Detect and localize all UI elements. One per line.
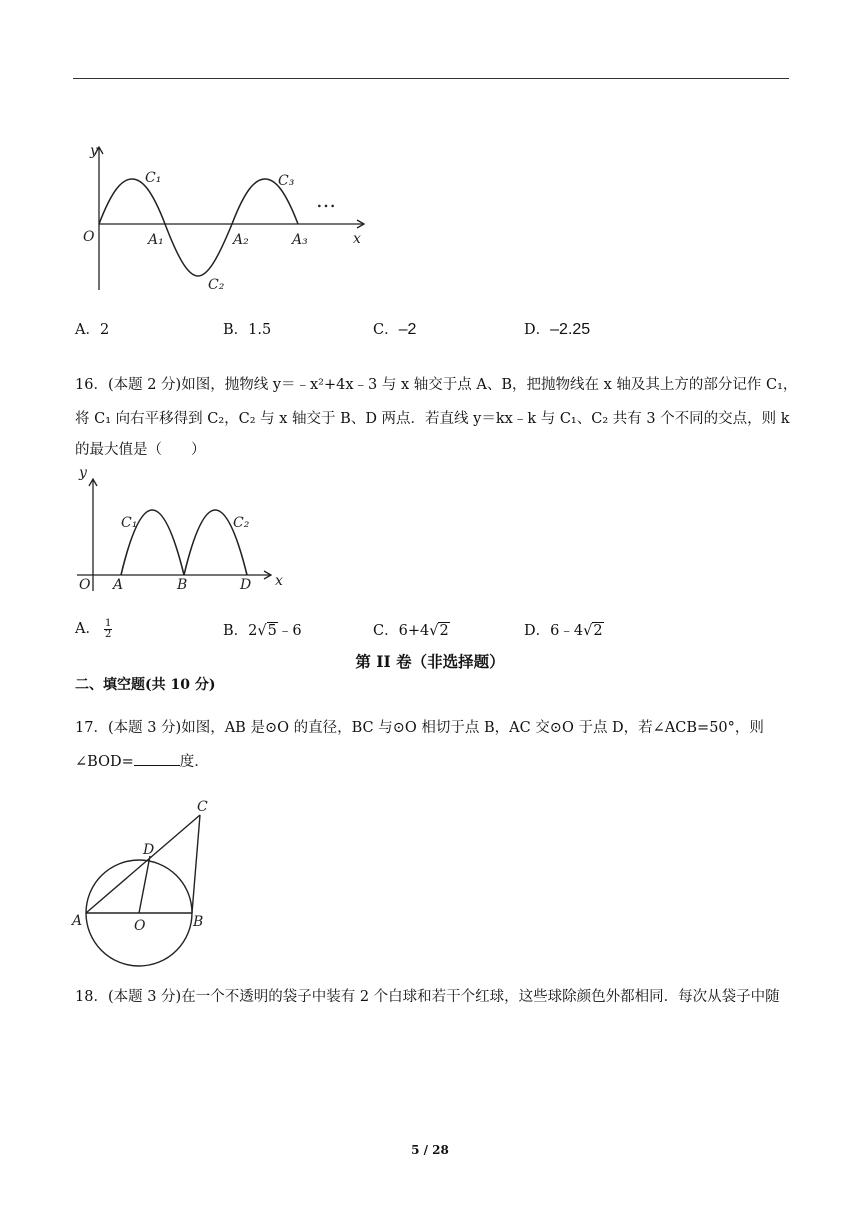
y-axis-label: y: [90, 143, 98, 159]
sqrt-radicand: 2: [593, 623, 603, 639]
circle-tangent-figure: [70, 795, 215, 975]
header-rule: [73, 78, 789, 79]
origin-label: O: [83, 229, 95, 245]
fraction-denominator: 2: [104, 628, 112, 640]
q18-line-1: 18．(本题 3 分)在一个不透明的袋子中装有 2 个白球和若干个红球，这些球除颜色外都相同．每次从袋子中随: [75, 989, 780, 1005]
c2-label: C₂: [208, 277, 225, 293]
a2-label: A₂: [233, 232, 249, 248]
q15-option-d: [524, 318, 590, 339]
fraction: [104, 619, 112, 640]
section-heading: 二、填空题(共 10 分): [75, 677, 216, 693]
point-c-label: C: [197, 799, 208, 815]
y-axis-label: y: [79, 465, 87, 481]
q16-option-c-label: C．6+4: [373, 623, 430, 639]
q16-option-c: [373, 619, 450, 640]
q16-line-1: 16．(本题 2 分)如图，抛物线 y＝﹣x²+4x﹣3 与 x 轴交于点 A、B，把抛物线在 x 轴及其上方的部分记作 C₁，: [75, 377, 798, 393]
c3-label: C₃: [278, 173, 295, 189]
q15-option-d-label: D．: [524, 322, 551, 338]
part-title: 第 II 卷（非选择题）: [355, 652, 505, 671]
q15-option-c-label: C．: [373, 322, 399, 338]
c1-label: C₁: [145, 170, 162, 186]
c1-label: C₁: [121, 515, 138, 531]
ellipsis-label: …: [316, 188, 336, 212]
point-a-label: A: [72, 913, 83, 929]
point-d-label: D: [143, 842, 155, 858]
q15-option-b: B．1.5: [223, 322, 272, 338]
point-b-label: B: [193, 914, 204, 930]
q15-option-a: A．2: [75, 322, 110, 338]
fraction-numerator: 1: [104, 617, 112, 629]
point-o-label: O: [134, 918, 146, 934]
point-d-label: D: [240, 577, 252, 593]
q16-option-b: [223, 619, 302, 640]
q17-line-2: [75, 751, 209, 772]
sqrt-symbol: √2: [583, 623, 603, 639]
q17-unit-label: 度．: [179, 754, 209, 770]
q16-option-b-tail: ﹣6: [277, 623, 302, 639]
q16-option-a-label: A．: [75, 621, 100, 637]
q16-line-3: 的最大值是（ ）: [75, 442, 206, 458]
sqrt-radicand: 2: [439, 623, 449, 639]
sqrt-symbol: √2: [429, 623, 449, 639]
q15-option-d-value: –2.25: [550, 321, 591, 338]
q15-option-c-value: –2: [398, 321, 417, 338]
point-b-label: B: [177, 577, 188, 593]
sqrt-symbol: √5: [257, 623, 277, 639]
page-number: 5 / 28: [411, 1143, 449, 1157]
q15-option-c: [373, 318, 416, 339]
sine-wave-figure: [72, 135, 372, 295]
x-axis-label: x: [353, 231, 361, 247]
q17-line-1: 17．(本题 3 分)如图，AB 是⊙O 的直径，BC 与⊙O 相切于点 B，AC 交⊙O 于点 D，若∠ACB=50°，则: [75, 720, 764, 736]
a1-label: A₁: [148, 232, 164, 248]
q16-line-2: 将 C₁ 向右平移得到 C₂，C₂ 与 x 轴交于 B、D 两点．若直线 y＝kx﹣k 与 C₁、C₂ 共有 3 个不同的交点，则 k: [75, 411, 790, 427]
answer-blank[interactable]: [134, 751, 180, 766]
q16-option-d-label: D．6﹣4: [524, 623, 584, 639]
q17-angle-label: ∠BOD=: [75, 754, 134, 770]
x-axis-label: x: [275, 573, 283, 589]
q16-option-d: [524, 619, 604, 640]
q16-option-b-label: B．2: [223, 623, 258, 639]
point-a-label: A: [113, 577, 124, 593]
origin-label: O: [79, 577, 91, 593]
q16-option-a: [75, 617, 112, 640]
a3-label: A₃: [292, 232, 308, 248]
parabola-figure: [73, 463, 288, 595]
c2-label: C₂: [233, 515, 250, 531]
sqrt-radicand: 5: [267, 623, 277, 639]
